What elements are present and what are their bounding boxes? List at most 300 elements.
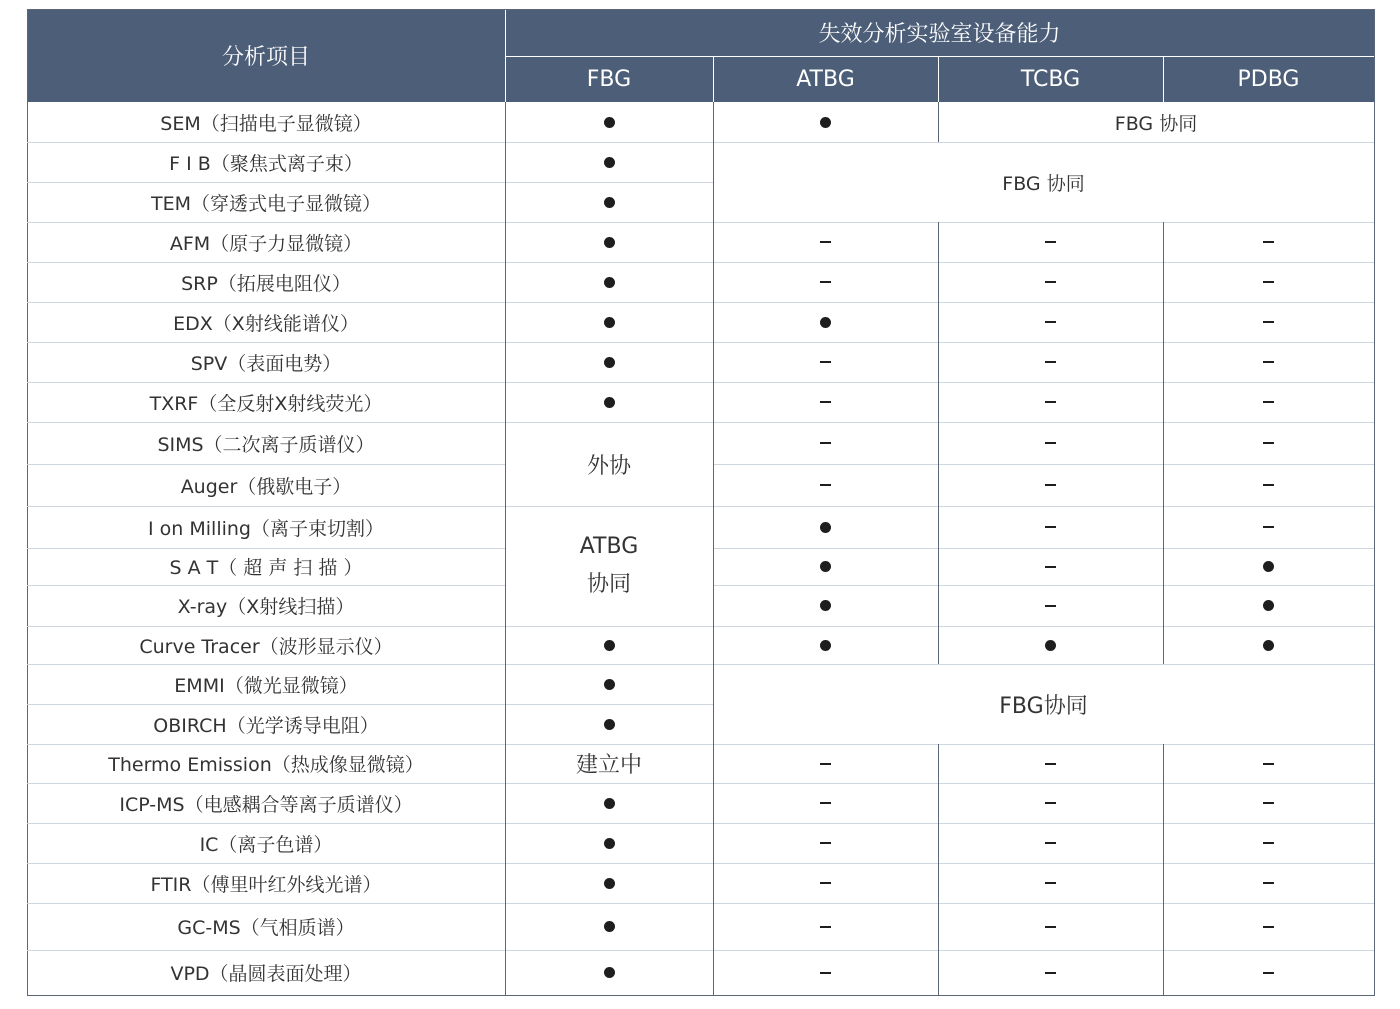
available-dot [1263,600,1274,611]
available-dot [604,838,615,849]
item-label: IC（离子色谱） [199,833,333,856]
row-divider [505,262,713,263]
cell-tcbg [938,222,1163,262]
cell-fbg [505,222,713,262]
row-divider [1163,903,1374,904]
not-available-dash [820,802,831,804]
col-divider [505,382,506,422]
header-lab-atbg [713,56,938,102]
row-divider [1163,863,1374,864]
available-dot [604,878,615,889]
col-divider [505,464,506,506]
cell-fbg [505,823,713,863]
col-divider [713,664,714,704]
row-divider [1163,626,1374,627]
cell-atbg [713,382,938,422]
not-available-dash [1045,972,1056,974]
row-divider [27,863,505,864]
row-item-name [27,382,505,422]
row-divider [1163,548,1374,549]
col-divider [505,548,506,585]
merged-cell [505,744,713,783]
col-divider [938,626,939,664]
header-col-divider [1163,56,1164,102]
row-divider [938,585,1163,586]
cell-pdbg [1163,903,1374,950]
not-available-dash [820,484,831,486]
col-divider [505,823,506,863]
row-item-name [27,950,505,995]
cell-fbg [505,182,713,222]
cell-atbg [713,422,938,464]
available-dot [604,317,615,328]
col-divider [505,342,506,382]
row-item-name [27,903,505,950]
col-divider [713,950,714,995]
not-available-dash [820,972,831,974]
row-divider [27,506,505,507]
row-divider [938,342,1163,343]
merged-cell [505,506,713,626]
cell-tcbg [938,783,1163,823]
row-divider [938,783,1163,784]
item-label: SIMS（二次离子质谱仪） [157,433,375,456]
col-divider [938,585,939,626]
cell-fbg [505,142,713,182]
row-divider [505,903,713,904]
header-group-title [505,9,1374,56]
item-label: Thermo Emission（热成像显微镜） [108,754,424,776]
row-item-name [27,744,505,783]
col-divider [938,823,939,863]
item-label: Curve Tracer（波形显示仪） [139,635,393,658]
not-available-dash [1045,281,1056,283]
cell-tcbg [938,950,1163,995]
col-divider [505,863,506,903]
cell-tcbg [938,903,1163,950]
row-divider [27,704,505,705]
col-divider [938,506,939,548]
col-divider [505,222,506,262]
col-divider [713,382,714,422]
cell-pdbg [1163,342,1374,382]
cell-tcbg [938,626,1163,664]
col-divider [938,744,939,783]
row-divider [27,464,505,465]
not-available-dash [1045,802,1056,804]
row-item-name [27,342,505,382]
item-label: F I B（聚焦式离子束） [169,152,363,175]
available-dot [604,640,615,651]
row-divider [938,744,1163,745]
row-divider [505,222,713,223]
row-divider [27,142,505,143]
cell-pdbg [1163,464,1374,506]
cell-tcbg [938,382,1163,422]
col-divider [938,382,939,422]
item-label: EDX（X射线能谱仪） [173,312,359,335]
item-label: SRP（拓展电阻仪） [181,272,351,295]
col-divider [1163,342,1164,382]
row-divider [27,664,505,665]
cell-atbg [713,342,938,382]
col-divider [1163,464,1164,506]
header-lab-pdbg [1163,56,1374,102]
not-available-dash [1263,842,1274,844]
row-divider [1163,262,1374,263]
col-divider [1163,903,1164,950]
not-available-dash [820,763,831,765]
row-divider [27,783,505,784]
item-label: S A T（ 超 声 扫 描 ） [169,557,363,579]
col-divider [505,950,506,995]
not-available-dash [1045,842,1056,844]
not-available-dash [820,882,831,884]
cell-pdbg [1163,222,1374,262]
item-label: AFM（原子力显微镜） [169,232,363,255]
col-divider [938,783,939,823]
row-divider [505,382,713,383]
not-available-dash [1045,361,1056,363]
not-available-dash [1045,321,1056,323]
cell-atbg [713,548,938,585]
header-divider [505,56,1374,57]
col-divider [505,422,506,464]
available-dot [604,237,615,248]
available-dot [604,679,615,690]
row-divider [713,506,938,507]
available-dot [1045,640,1056,651]
col-divider [505,585,506,626]
col-divider [713,182,714,222]
col-divider [505,506,506,548]
row-divider [713,783,938,784]
merged-label: 协同 [586,572,631,597]
col-divider [938,464,939,506]
row-divider [1163,464,1374,465]
row-divider [938,823,1163,824]
merged-cell [713,142,1374,222]
row-divider [27,382,505,383]
cell-atbg [713,506,938,548]
col-divider [713,704,714,744]
not-available-dash [1045,241,1056,243]
available-dot [604,397,615,408]
col-divider [713,302,714,342]
col-divider [938,903,939,950]
not-available-dash [1045,605,1056,607]
item-label: X-ray（X射线扫描） [177,596,355,618]
row-divider [505,744,713,745]
table-border [27,9,1375,10]
col-divider [713,464,714,506]
col-divider [505,142,506,182]
not-available-dash [820,442,831,444]
row-item-name [27,142,505,182]
col-divider [1163,422,1164,464]
available-dot [604,357,615,368]
header-lab-label: ATBG [796,66,855,92]
row-divider [27,744,505,745]
item-label: OBIRCH（光学诱导电阻） [153,714,379,737]
row-item-name [27,262,505,302]
header-lab-tcbg [938,56,1163,102]
cell-pdbg [1163,382,1374,422]
row-divider [27,950,505,951]
not-available-dash [1263,926,1274,928]
available-dot [604,921,615,932]
cell-atbg [713,823,938,863]
row-divider [505,863,713,864]
col-divider [713,626,714,664]
item-label: ICP-MS（电感耦合等离子质谱仪） [119,793,413,816]
row-divider [27,585,505,586]
not-available-dash [1263,802,1274,804]
item-label: Auger（俄歇电子） [180,475,352,498]
merged-label: 建立中 [575,753,642,778]
row-divider [713,548,938,549]
row-divider [1163,222,1374,223]
cell-atbg [713,863,938,903]
row-divider [27,903,505,904]
cell-atbg [713,783,938,823]
cell-atbg [713,102,938,142]
not-available-dash [820,241,831,243]
row-item-name [27,548,505,585]
cell-atbg [713,744,938,783]
col-divider [938,342,939,382]
item-label: GC-MS（气相质谱） [177,917,355,939]
col-divider [713,142,714,182]
col-divider [713,548,714,585]
row-divider [938,903,1163,904]
row-divider [505,823,713,824]
cell-atbg [713,950,938,995]
col-divider [505,262,506,302]
col-divider [713,863,714,903]
col-divider [713,102,714,142]
row-item-name [27,626,505,664]
col-divider [938,422,939,464]
cell-pdbg [1163,585,1374,626]
not-available-dash [1045,763,1056,765]
col-divider [1163,950,1164,995]
cell-atbg [713,903,938,950]
not-available-dash [1263,321,1274,323]
row-divider [938,548,1163,549]
merged-label: FBG 协同 [1114,112,1198,135]
cell-fbg [505,262,713,302]
row-divider [1163,422,1374,423]
merged-cell [938,102,1374,142]
item-label: EMMI（微光显微镜） [174,674,358,697]
cell-atbg [713,626,938,664]
row-divider [505,626,713,627]
cell-fbg [505,626,713,664]
col-divider [1163,626,1164,664]
not-available-dash [1263,281,1274,283]
not-available-dash [1263,882,1274,884]
not-available-dash [1045,526,1056,528]
row-item-name [27,823,505,863]
col-divider [1163,823,1164,863]
cell-pdbg [1163,506,1374,548]
not-available-dash [1263,484,1274,486]
col-divider [938,102,939,142]
item-label: I on Milling（离子束切割） [148,517,384,540]
col-divider [713,262,714,302]
cell-tcbg [938,262,1163,302]
cell-pdbg [1163,422,1374,464]
row-item-name [27,704,505,744]
row-divider [713,903,938,904]
row-divider [938,422,1163,423]
row-divider [713,342,938,343]
item-label: SPV（表面电势） [190,352,342,375]
row-divider [938,626,1163,627]
cell-tcbg [938,342,1163,382]
col-divider [1163,744,1164,783]
available-dot [604,197,615,208]
col-divider [713,222,714,262]
row-divider [713,585,938,586]
item-label: SEM（扫描电子显微镜） [160,112,372,135]
item-label: TEM（穿透式电子显微镜） [150,192,381,215]
col-divider [713,903,714,950]
cell-pdbg [1163,626,1374,664]
available-dot [604,277,615,288]
available-dot [604,967,615,978]
row-divider [1163,744,1374,745]
not-available-dash [1045,566,1056,568]
row-divider [713,262,938,263]
merged-label: FBG协同 [999,693,1088,719]
row-divider [27,626,505,627]
not-available-dash [1263,972,1274,974]
row-item-name [27,464,505,506]
header-lab-label: TCBG [1020,66,1081,92]
not-available-dash [1045,442,1056,444]
not-available-dash [820,401,831,403]
row-divider [938,302,1163,303]
item-label: TXRF（全反射X射线荧光） [149,392,383,415]
col-divider [713,585,714,626]
cell-pdbg [1163,863,1374,903]
cell-tcbg [938,422,1163,464]
cell-pdbg [1163,302,1374,342]
col-divider [505,626,506,664]
col-divider [938,863,939,903]
row-divider [1163,506,1374,507]
header-group-label: 失效分析实验室设备能力 [818,22,1061,47]
col-divider [505,744,506,783]
col-divider [713,783,714,823]
cell-fbg [505,950,713,995]
row-divider [1163,664,1374,665]
col-divider [938,222,939,262]
item-label: FTIR（傅里叶红外线光谱） [150,873,382,896]
cell-atbg [713,585,938,626]
not-available-dash [1045,401,1056,403]
merged-label: FBG 协同 [1002,172,1085,195]
cell-fbg [505,783,713,823]
row-divider [1163,950,1374,951]
row-item-name [27,664,505,704]
available-dot [1263,640,1274,651]
row-item-name [27,585,505,626]
cell-fbg [505,342,713,382]
header-col-divider [505,9,506,102]
row-divider [713,302,938,303]
not-available-dash [820,281,831,283]
cell-tcbg [938,464,1163,506]
row-divider [27,823,505,824]
cell-fbg [505,102,713,142]
cell-atbg [713,302,938,342]
available-dot [604,719,615,730]
table-border [1374,9,1375,996]
cell-tcbg [938,548,1163,585]
row-divider [505,342,713,343]
cell-fbg [505,863,713,903]
row-item-name [27,182,505,222]
row-divider [938,382,1163,383]
col-divider [1163,302,1164,342]
cell-fbg [505,903,713,950]
row-divider [27,302,505,303]
row-item-name [27,302,505,342]
row-divider [27,422,505,423]
not-available-dash [1263,241,1274,243]
not-available-dash [1263,361,1274,363]
table-border [27,9,28,996]
row-divider [713,222,938,223]
col-divider [1163,222,1164,262]
available-dot [820,640,831,651]
not-available-dash [820,926,831,928]
not-available-dash [1263,763,1274,765]
row-item-name [27,102,505,142]
row-divider [713,950,938,951]
row-divider [938,262,1163,263]
cell-pdbg [1163,823,1374,863]
available-dot [604,157,615,168]
available-dot [1263,561,1274,572]
cell-tcbg [938,823,1163,863]
col-divider [938,548,939,585]
row-divider [713,823,938,824]
row-divider [1163,302,1374,303]
row-divider [505,302,713,303]
row-divider [713,664,938,665]
row-divider [505,704,713,705]
row-item-name [27,783,505,823]
not-available-dash [1263,526,1274,528]
row-divider [938,863,1163,864]
row-item-name [27,506,505,548]
row-divider [938,664,1163,665]
merged-label: 外协 [586,453,631,479]
row-divider [713,422,938,423]
row-divider [713,382,938,383]
header-col-divider [713,56,714,102]
row-item-name [27,222,505,262]
available-dot [820,317,831,328]
cell-tcbg [938,585,1163,626]
col-divider [1163,585,1164,626]
col-divider [713,823,714,863]
col-divider [938,302,939,342]
